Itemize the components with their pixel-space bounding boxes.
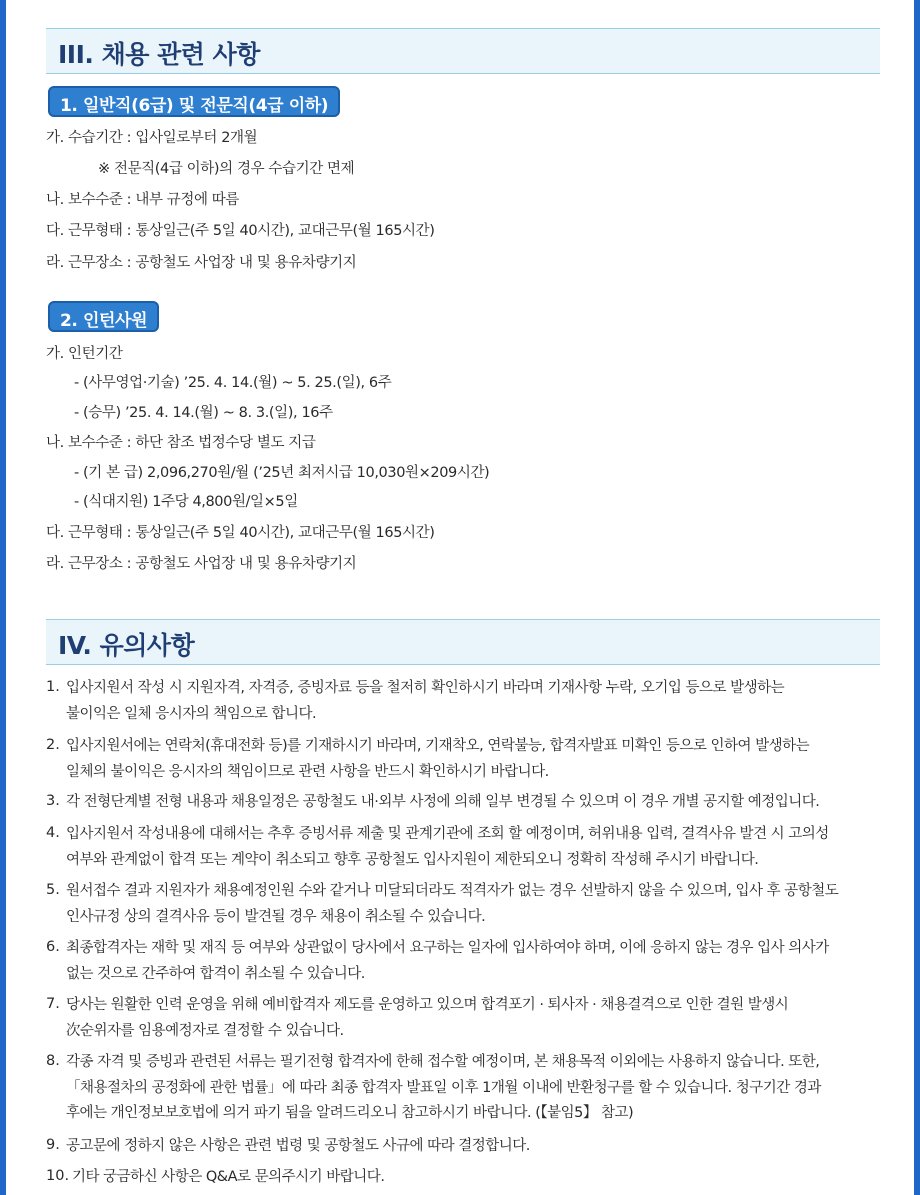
notice-number: 7. [46, 996, 60, 1012]
sub2-dash-line: - (식대지원) 1주당 4,800원/일×5일 [74, 494, 298, 510]
sub1-line: 라. 근무장소 : 공항철도 사업장 내 및 용유차량기지 [46, 255, 357, 271]
notice-number: 5. [46, 882, 60, 898]
sub1-line: 다. 근무형태 : 통상일근(주 5일 40시간), 교대근무(월 165시간) [46, 223, 435, 239]
notice-number: 9. [46, 1137, 60, 1153]
subsection-2-badge: 2. 인턴사원 [48, 301, 159, 332]
notice-number: 1. [46, 679, 60, 695]
notice-line: 최종합격자는 재학 및 재직 등 여부와 상관없이 당사에서 요구하는 일자에 입사하여야 하며, 이에 응하지 않는 경우 입사 의사가 [66, 940, 829, 956]
notice-line: 공고문에 정하지 않은 사항은 관련 법령 및 공항철도 사규에 따라 결정합니다. [66, 1138, 530, 1154]
notice-number: 10. [46, 1168, 70, 1184]
notice-line: 입사지원서 작성 시 지원자격, 자격증, 증빙자료 등을 철저히 확인하시기 바라며 기재사항 누락, 오기입 등으로 발생하는 [66, 680, 785, 696]
notice-line: 입사지원서에는 연락처(휴대전화 등)를 기재하시기 바라며, 기재착오, 연락불능, 합격자발표 미확인 등으로 인하여 발생하는 [66, 738, 810, 754]
notice-item [66, 936, 884, 987]
section-3-header [46, 28, 880, 74]
sub2-line: 다. 근무형태 : 통상일근(주 5일 40시간), 교대근무(월 165시간) [46, 525, 435, 541]
notice-item [66, 993, 884, 1044]
notice-line: 次순위자를 임용예정자로 결정할 수 있습니다. [66, 1022, 344, 1039]
section-4-title: IV. 유의사항 [58, 631, 195, 660]
notice-line: 불이익은 일체 응시자의 책임으로 합니다. [66, 705, 317, 722]
notice-line: 일체의 불이익은 응시자의 책임이므로 관련 사항을 반드시 확인하시기 바랍니다. [66, 763, 549, 780]
notice-line: 각종 자격 및 증빙과 관련된 서류는 필기전형 합격자에 한해 접수할 예정이며, 본 채용목적 이외에는 사용하지 않습니다. 또한, [66, 1054, 820, 1070]
sub2-line: 가. 인턴기간 [46, 346, 123, 362]
notice-item [66, 1134, 884, 1160]
notice-number: 8. [46, 1053, 60, 1069]
notice-line: 각 전형단계별 전형 내용과 채용일정은 공항철도 내·외부 사정에 의해 일부 변경될 수 있으며 이 경우 개별 공지할 예정입니다. [66, 794, 820, 810]
notice-number: 6. [46, 939, 60, 955]
notice-item [72, 1165, 890, 1191]
notice-line: 후에는 개인정보보호법에 의거 파기 됨을 알려드리오니 참고하시기 바랍니다. (【붙임5】 참고) [66, 1105, 634, 1121]
notice-item [66, 734, 884, 785]
notice-line: 인사규정 상의 결격사유 등이 발견될 경우 채용이 취소될 수 있습니다. [66, 908, 486, 925]
sub1-note: ※ 전문직(4급 이하)의 경우 수습기간 면제 [98, 161, 355, 177]
sub2-dash-line: - (승무) ’25. 4. 14.(월) ~ 8. 3.(일), 16주 [74, 405, 333, 421]
sub1-line: 나. 보수수준 : 내부 규정에 따름 [46, 192, 240, 208]
section-4-header [46, 619, 880, 665]
subsection-1-badge: 1. 일반직(6급) 및 전문직(4급 이하) [48, 86, 340, 117]
sub2-line: 라. 근무장소 : 공항철도 사업장 내 및 용유차량기지 [46, 556, 357, 572]
notice-line: 입사지원서 작성내용에 대해서는 추후 증빙서류 제출 및 관계기관에 조회 할 예정이며, 허위내용 입력, 결격사유 발견 시 고의성 [66, 826, 829, 842]
notice-line: 여부와 관계없이 합격 또는 계약이 취소되고 향후 공항철도 입사지원이 제한되오니 정확히 작성해 주시기 바랍니다. [66, 851, 759, 868]
notice-line: 없는 것으로 간주하여 합격이 취소될 수 있습니다. [66, 965, 365, 982]
notice-line: 당사는 원활한 인력 운영을 위해 예비합격자 제도를 운영하고 있으며 합격포기 · 퇴사자 · 채용결격으로 인한 결원 발생시 [66, 997, 789, 1013]
notice-number: 2. [46, 737, 60, 753]
notice-item [66, 879, 884, 930]
notice-line: 「채용절차의 공정화에 관한 법률」에 따라 최종 합격자 발표일 이후 1개월 이내에 반환청구를 할 수 있습니다. 청구기간 경과 [66, 1079, 821, 1096]
sub1-line: 가. 수습기간 : 입사일로부터 2개월 [46, 130, 258, 146]
notice-line: 원서접수 결과 지원자가 채용예정인원 수와 같거나 미달되더라도 적격자가 없는 경우 선발하지 않을 수 있으며, 입사 후 공항철도 [66, 883, 839, 899]
notice-item [66, 790, 884, 816]
notice-number: 4. [46, 825, 60, 841]
sub2-dash-line: - (사무영업·기술) ’25. 4. 14.(월) ~ 5. 25.(일), 6주 [74, 375, 392, 391]
sub2-line: 나. 보수수준 : 하단 참조 법정수당 별도 지급 [46, 435, 316, 451]
sub2-dash-line: - (기 본 급) 2,096,270원/월 (’25년 최저시급 10,030원×209시간) [74, 465, 490, 481]
notice-number: 3. [46, 793, 60, 809]
notice-item [66, 1050, 884, 1127]
section-3-title: III. 채용 관련 사항 [58, 40, 260, 69]
notice-item [66, 676, 884, 727]
notice-line: 기타 궁금하신 사항은 Q&A로 문의주시기 바랍니다. [72, 1169, 385, 1185]
notice-item [66, 822, 884, 873]
